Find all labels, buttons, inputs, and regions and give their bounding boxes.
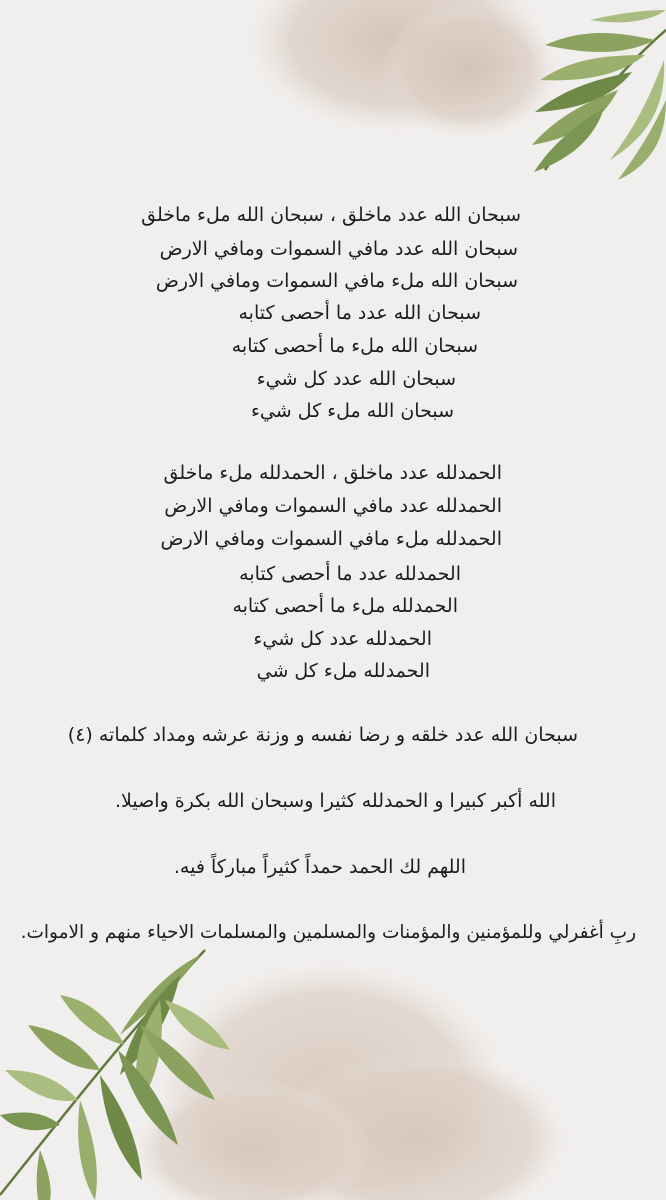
dhikr-count-line: سبحان الله عدد خلقه و رضا نفسه و وزنة عرشه ومداد كلماته (٤) (67, 724, 578, 746)
tahmid-line: الحمدلله عدد مافي السموات ومافي الارض (164, 495, 502, 517)
tasbih-line: سبحان الله ملء ما أحصى كتابه (231, 335, 478, 357)
tasbih-line: سبحان الله عدد ماخلق ، سبحان الله ملء ماخلق (141, 204, 521, 226)
tasbih-line: سبحان الله ملء كل شيء (251, 400, 454, 422)
tahmid-line: الحمدلله عدد ما أحصى كتابه (239, 563, 461, 585)
tahmid-line: الحمدلله عدد كل شيء (253, 628, 432, 650)
tahmid-line: الحمدلله ملء مافي السموات ومافي الارض (160, 528, 502, 550)
tahmid-line: الحمدلله عدد ماخلق ، الحمدلله ملء ماخلق (163, 462, 502, 484)
takbir-line: الله أكبر كبيرا و الحمدلله كثيرا وسبحان الله بكرة واصيلا. (114, 790, 556, 812)
tahmid-line: الحمدلله ملء كل شي (256, 660, 430, 682)
hamd-line: اللهم لك الحمد حمداً كثيراً مباركاً فيه. (173, 856, 466, 878)
tasbih-line: سبحان الله ملء مافي السموات ومافي الارض (155, 270, 518, 292)
tahmid-line: الحمدلله ملء ما أحصى كتابه (232, 595, 458, 617)
tasbih-line: سبحان الله عدد ما أحصى كتابه (238, 302, 481, 324)
tasbih-line: سبحان الله عدد مافي السموات ومافي الارض (159, 238, 518, 260)
tasbih-line: سبحان الله عدد كل شيء (256, 368, 456, 390)
istighfar-line: ربِ أغفرلي وللمؤمنين والمؤمنات والمسلمين والمسلمات الاحياء منهم و الاموات. (20, 922, 636, 943)
